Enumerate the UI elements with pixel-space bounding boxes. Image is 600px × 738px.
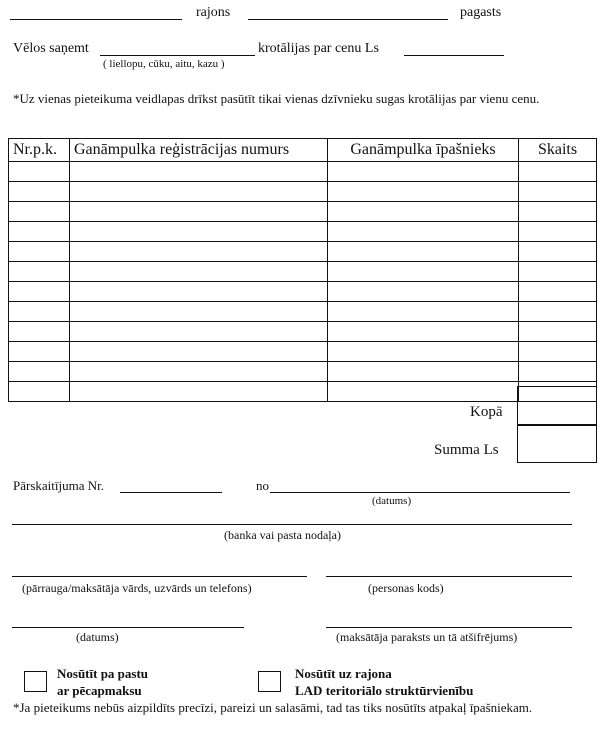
datums-hint: (datums) [372, 495, 412, 507]
registration-number-cell[interactable] [70, 342, 328, 362]
velos-label: Vēlos saņemt [13, 41, 89, 56]
nr-cell[interactable] [9, 262, 70, 282]
post-delivery-checkbox[interactable] [24, 671, 47, 692]
count-cell[interactable] [519, 342, 597, 362]
registration-number-cell[interactable] [70, 322, 328, 342]
transfer-date-field[interactable] [270, 492, 570, 493]
table-row [9, 222, 597, 242]
nr-cell[interactable] [9, 202, 70, 222]
table-row [9, 302, 597, 322]
nr-cell[interactable] [9, 342, 70, 362]
count-cell[interactable] [519, 202, 597, 222]
owner-cell[interactable] [328, 262, 519, 282]
order-table [8, 138, 597, 402]
personas-hint: (personas kods) [368, 581, 444, 595]
col-owner: Ganāmpulka īpašnieks [328, 139, 519, 162]
date-field[interactable] [12, 627, 244, 628]
summa-label: Summa Ls [434, 442, 499, 458]
registration-number-cell[interactable] [70, 182, 328, 202]
registration-number-cell[interactable] [70, 202, 328, 222]
kopa-label: Kopā [470, 404, 503, 420]
paraksts-hint: (maksātāja paraksts un tā atšifrējums) [336, 630, 518, 644]
table-row [9, 322, 597, 342]
animal-type-field[interactable] [100, 55, 255, 56]
col-count: Skaits [519, 139, 597, 162]
count-cell[interactable] [519, 182, 597, 202]
nr-cell[interactable] [9, 362, 70, 382]
registration-number-cell[interactable] [70, 222, 328, 242]
count-cell[interactable] [519, 302, 597, 322]
nr-cell[interactable] [9, 302, 70, 322]
registration-number-cell[interactable] [70, 362, 328, 382]
no-label: no [256, 478, 269, 493]
option1-line1: Nosūtīt pa pastu [57, 666, 149, 681]
option2-line1: Nosūtīt uz rajona [295, 666, 392, 681]
owner-cell[interactable] [328, 322, 519, 342]
pagasts-field[interactable] [248, 19, 448, 20]
nr-cell[interactable] [9, 242, 70, 262]
table-header-row [9, 139, 597, 162]
signature-field[interactable] [326, 627, 572, 628]
nr-cell[interactable] [9, 282, 70, 302]
animal-type-hint: ( liellopu, cūku, aitu, kazu ) [103, 58, 225, 70]
kopa-value-box[interactable] [517, 386, 597, 426]
registration-number-cell[interactable] [70, 162, 328, 182]
table-row [9, 342, 597, 362]
bottom-note: *Ja pieteikums nebūs aizpildīts precīzi, pareizi un salasāmi, tad tas tiks nosūtīts atpakaļ īpašniekam. [13, 700, 533, 715]
nr-cell[interactable] [9, 322, 70, 342]
parrauga-hint: (pārrauga/maksātāja vārds, uzvārds un telefons) [22, 581, 252, 595]
col-nr: Nr.p.k. [9, 139, 70, 162]
registration-number-cell[interactable] [70, 302, 328, 322]
summa-value-box[interactable] [517, 424, 597, 463]
table-row [9, 242, 597, 262]
owner-cell[interactable] [328, 302, 519, 322]
datums2-hint: (datums) [76, 630, 119, 644]
table-row [9, 202, 597, 222]
bank-field[interactable] [12, 524, 572, 525]
top-note: *Uz vienas pieteikuma veidlapas drīkst pasūtīt tikai vienas dzīvnieku sugas krotālijas par vienu cenu. [13, 91, 540, 106]
table-row [9, 262, 597, 282]
owner-cell[interactable] [328, 242, 519, 262]
nr-cell[interactable] [9, 182, 70, 202]
table-row [9, 282, 597, 302]
owner-cell[interactable] [328, 362, 519, 382]
rajons-field[interactable] [10, 19, 182, 20]
count-cell[interactable] [519, 282, 597, 302]
col-registration-number: Ganāmpulka reģistrācijas numurs [70, 139, 328, 162]
owner-cell[interactable] [328, 162, 519, 182]
table-row [9, 382, 597, 402]
owner-cell[interactable] [328, 182, 519, 202]
registration-number-cell[interactable] [70, 262, 328, 282]
count-cell[interactable] [519, 362, 597, 382]
owner-cell[interactable] [328, 222, 519, 242]
pagasts-label: pagasts [460, 5, 502, 20]
nr-cell[interactable] [9, 382, 70, 402]
owner-cell[interactable] [328, 202, 519, 222]
owner-cell[interactable] [328, 282, 519, 302]
nr-cell[interactable] [9, 162, 70, 182]
price-field[interactable] [404, 55, 504, 56]
table-row [9, 362, 597, 382]
banka-hint: (banka vai pasta nodaļa) [224, 528, 341, 542]
registration-number-cell[interactable] [70, 382, 328, 402]
count-cell[interactable] [519, 222, 597, 242]
table-row [9, 182, 597, 202]
option2-line2: LAD teritoriālo struktūrvienību [295, 683, 474, 698]
count-cell[interactable] [519, 162, 597, 182]
table-row [9, 162, 597, 182]
payer-name-field[interactable] [12, 576, 307, 577]
transfer-number-field[interactable] [120, 492, 222, 493]
personal-code-field[interactable] [326, 576, 572, 577]
owner-cell[interactable] [328, 342, 519, 362]
lad-delivery-checkbox[interactable] [258, 671, 281, 692]
krotalijas-label: krotālijas par cenu Ls [258, 41, 379, 56]
count-cell[interactable] [519, 262, 597, 282]
owner-cell[interactable] [328, 382, 519, 402]
count-cell[interactable] [519, 242, 597, 262]
nr-cell[interactable] [9, 222, 70, 242]
parskaitijums-label: Pārskaitījuma Nr. [13, 478, 104, 493]
rajons-label: rajons [196, 5, 231, 20]
registration-number-cell[interactable] [70, 282, 328, 302]
count-cell[interactable] [519, 322, 597, 342]
registration-number-cell[interactable] [70, 242, 328, 262]
option1-line2: ar pēcapmaksu [57, 683, 142, 698]
